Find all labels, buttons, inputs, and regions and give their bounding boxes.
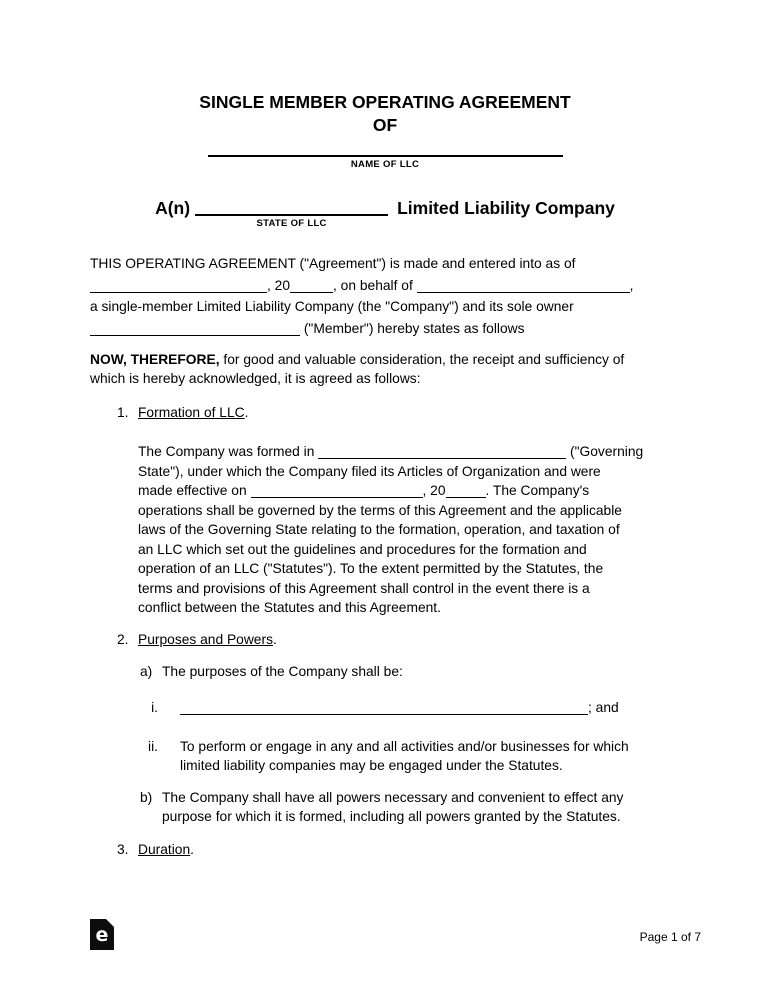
text-segment: The Company was formed in (138, 444, 319, 459)
state-of-llc-field[interactable] (195, 213, 388, 229)
effective-year-field[interactable] (446, 496, 486, 498)
company-name-field[interactable] (417, 291, 630, 293)
an-suffix: Limited Liability Company (397, 198, 615, 218)
item-a-text (162, 662, 680, 681)
section-1-title: Formation of LLC (138, 405, 245, 420)
text-segment: , (629, 277, 634, 293)
section-1-paragraph (90, 442, 680, 618)
section-2-heading (90, 630, 680, 649)
text-line (138, 579, 680, 599)
text-line (162, 788, 680, 807)
text-segment: , 20 (422, 483, 446, 498)
text-line (90, 275, 680, 297)
item-ii-text (180, 737, 680, 775)
text-line (90, 350, 680, 369)
text-segment: , 20 (267, 277, 291, 293)
text-segment: ("Member") hereby states as follows (300, 320, 525, 336)
document-title (90, 91, 680, 137)
text-segment: The Company shall have all powers necessary and convenient to effect any (162, 789, 624, 805)
section-3-period: . (190, 841, 194, 857)
governing-state-field[interactable] (318, 457, 566, 459)
page-number: Page 1 of 7 (639, 930, 701, 944)
item-a-marker: a) (140, 663, 153, 679)
text-line (138, 501, 680, 521)
state-llc-line (90, 197, 680, 229)
text-segment: operation of an LLC ("Statutes"). To the extent permitted by the Statutes, the (138, 561, 604, 576)
text-segment: operations shall be governed by the terms of this Agreement and the applicable (138, 502, 622, 518)
page-fold-icon (106, 919, 114, 927)
text-line (138, 481, 680, 501)
item-b-marker: b) (140, 789, 153, 805)
text-segment: ("Governing (566, 444, 644, 459)
text-segment: NOW, THEREFORE, (90, 352, 220, 367)
recital-paragraph (90, 350, 680, 388)
text-segment: for good and valuable consideration, the receipt and sufficiency of (219, 352, 625, 367)
list-item-ii (90, 737, 680, 775)
section-1-period: . (244, 405, 249, 420)
text-line (138, 442, 680, 462)
title-line-2: OF (372, 115, 398, 135)
text-line (162, 662, 680, 681)
item-i-marker: i. (151, 699, 158, 715)
text-line (138, 462, 680, 482)
text-segment: purpose for which it is formed, including all powers granted by the Statutes. (162, 808, 621, 824)
text-line (90, 296, 680, 318)
text-line (90, 369, 680, 388)
text-line (162, 807, 680, 826)
llc-name-field[interactable] (208, 155, 563, 157)
text-line (138, 559, 680, 579)
member-name-field[interactable] (90, 334, 300, 336)
text-segment: To perform or engage in any and all activities and/or businesses for which (180, 738, 629, 754)
text-segment: laws of the Governing State relating to the formation, operation, and taxation of (138, 522, 620, 537)
section-2-number: 2. (117, 631, 129, 647)
text-line (180, 698, 680, 717)
list-item-i (90, 698, 680, 717)
section-3-number: 3. (117, 841, 129, 857)
section-2-title: Purposes and Powers (138, 631, 273, 647)
text-line (180, 737, 680, 756)
name-of-llc-caption: NAME OF LLC (350, 159, 420, 170)
agreement-year-field[interactable] (290, 291, 333, 293)
eforms-logo (90, 919, 114, 950)
item-i-text (180, 698, 680, 717)
text-segment: which is hereby acknowledged, it is agreed as follows: (90, 371, 421, 386)
section-3-heading (90, 840, 680, 859)
text-segment: made effective on (138, 483, 251, 498)
text-line (90, 318, 680, 340)
an-prefix: A(n) (155, 198, 191, 218)
section-1-number: 1. (117, 405, 129, 420)
list-item-a (90, 662, 680, 681)
item-b-text (162, 788, 680, 826)
effective-date-field[interactable] (251, 496, 423, 498)
text-segment: a single-member Limited Liability Company (the "Company") and its sole owner (90, 299, 574, 314)
eforms-logo-letter: e (95, 924, 109, 946)
item-ii-marker: ii. (148, 738, 158, 754)
text-line (138, 540, 680, 560)
text-segment: limited liability companies may be engaged under the Statutes. (180, 757, 563, 773)
text-segment: . The Company's (485, 483, 590, 498)
text-line (90, 253, 680, 275)
purpose-field[interactable] (180, 713, 588, 715)
text-segment: THIS OPERATING AGREEMENT ("Agreement") is made and entered into as of (90, 256, 576, 271)
text-segment: , on behalf of (333, 277, 417, 293)
text-segment: State"), under which the Company filed its Articles of Organization and were (138, 463, 601, 479)
list-item-b (90, 788, 680, 826)
text-line (138, 598, 680, 618)
text-segment: ; and (588, 699, 619, 715)
text-segment: The purposes of the Company shall be: (162, 663, 403, 679)
section-2-period: . (272, 631, 277, 647)
state-of-llc-caption: STATE OF LLC (256, 218, 327, 229)
document-content (90, 91, 680, 859)
text-segment: an LLC which set out the guidelines and procedures for the formation and (138, 541, 587, 557)
section-1-heading (90, 403, 680, 422)
text-line (180, 756, 680, 775)
agreement-date-field[interactable] (90, 291, 267, 293)
title-line-1: SINGLE MEMBER OPERATING AGREEMENT (199, 92, 571, 112)
opening-paragraph (90, 253, 680, 339)
text-line (138, 520, 680, 540)
text-segment: terms and provisions of this Agreement shall control in the event there is a (138, 580, 590, 596)
section-3-title: Duration (138, 841, 191, 857)
text-segment: conflict between the Statutes and this Agreement. (138, 600, 441, 615)
